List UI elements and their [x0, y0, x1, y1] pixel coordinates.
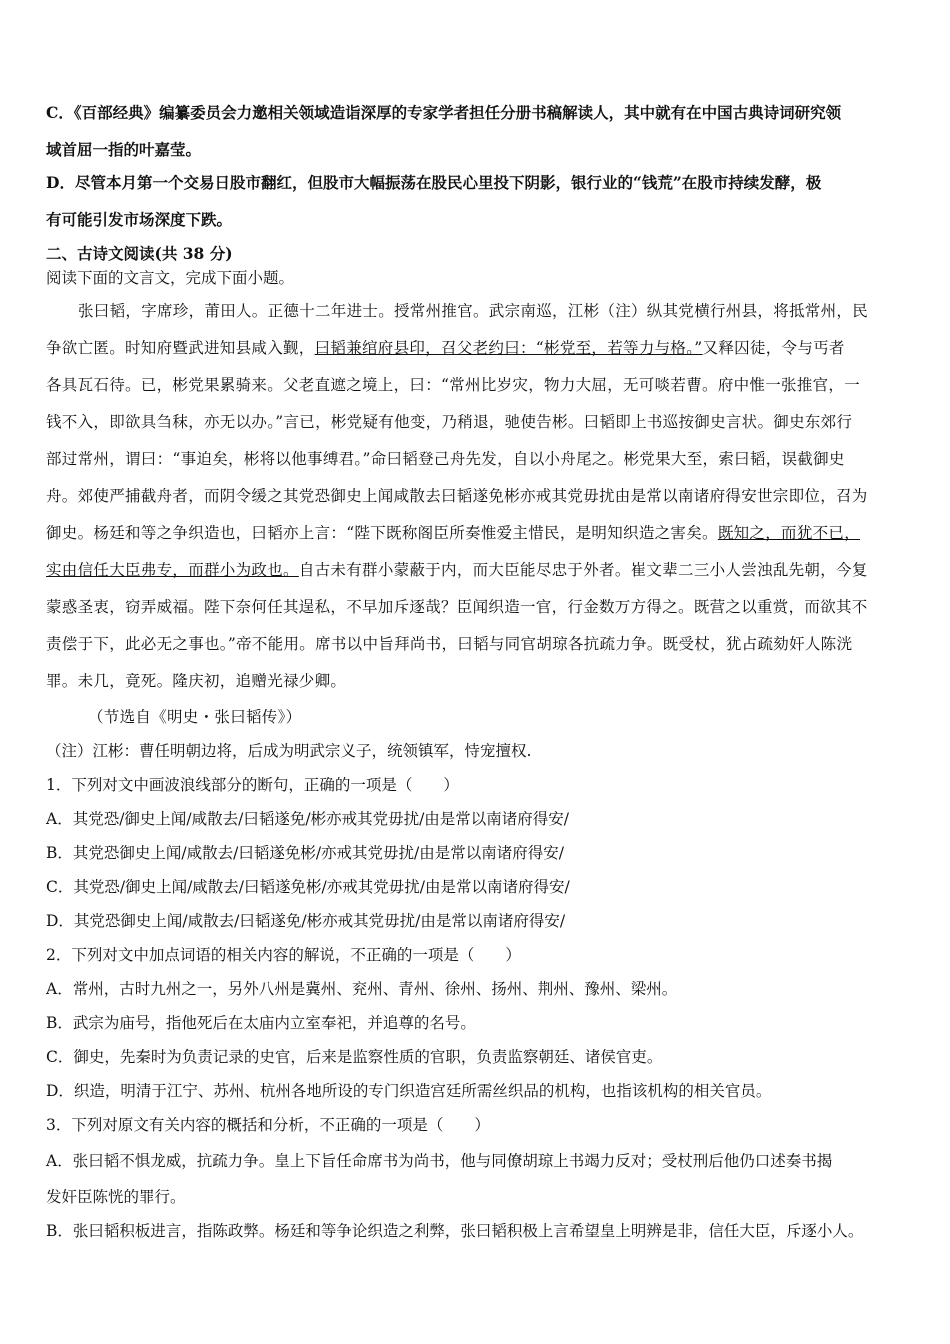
passage-underlined-sentence-2a: 既知之，而犹不已，	[717, 524, 861, 542]
question-1-option-b: B．其党恐御史上闻/咸散去/曰韬遂免彬/亦戒其党毋扰/由是常以南诸府得安/	[46, 844, 565, 862]
passage-line-11: 罪。未几，竟死。隆庆初，追赠光禄少卿。	[46, 672, 347, 690]
section-heading: 二、古诗文阅读(共 38 分)	[46, 244, 233, 263]
option-c-line-2: 域首屈一指的叶嘉莹。	[46, 140, 202, 159]
passage-line-6: 舟。郊使严捕截舟者，而阴令缓之其党恐御史上闻咸散去曰韬遂免彬亦戒其党毋扰由是常以南诸府得安世宗即位，召为	[46, 487, 868, 505]
question-2-stem: 2．下列对文中加点词语的相关内容的解说，不正确的一项是（ ）	[46, 946, 521, 964]
question-2-option-c: C．御史，先秦时为负责记录的史官，后来是监察性质的官职，负责监察朝廷、诸侯官吏。	[46, 1048, 663, 1066]
passage-line-7	[46, 522, 908, 544]
question-2-option-a: A．常州，古时九州之一，另外八州是冀州、兖州、青州、徐州、扬州、荆州、豫州、梁州。	[46, 980, 678, 998]
option-d-line-2: 有可能引发市场深度下跌。	[46, 210, 233, 229]
section-instruction: 阅读下面的文言文，完成下面小题。	[46, 269, 295, 287]
passage-line-2-end: 又释囚徒，令与丐者	[702, 339, 845, 357]
question-2-option-d: D．织造，明清于江宁、苏州、杭州各地所设的专门织造宫廷所需丝织品的机构，也指该机构的相关官员。	[46, 1082, 772, 1100]
passage-underlined-sentence-1: 曰韬兼绾府县印，召父老约曰：“彬党至，若等力与格。”	[314, 339, 703, 357]
passage-line-1: 张曰韬，字席珍，莆田人。正德十二年进士。授常州推官。武宗南巡，江彬（注）纵其党横行州县，将抵常州，民	[78, 302, 869, 320]
question-1-option-d: D．其党恐御史上闻/咸散去/曰韬遂免/彬亦戒其党毋扰/由是常以南诸府得安/	[46, 912, 566, 930]
passage-line-8	[46, 559, 908, 581]
question-3-option-b: B．张曰韬积板进言，指陈政弊。杨廷和等争论织造之利弊，张曰韬积极上言希望皇上明辨是非，信任大臣，斥逐小人。	[46, 1222, 864, 1240]
note: （注）江彬：曹任明朝边将，后成为明武宗义子，统领镇军，恃宠擅权.	[46, 742, 532, 760]
passage-underlined-sentence-2b: 实由信任大臣弗专，而群小为政也。	[46, 561, 299, 579]
question-2-option-b: B．武宗为庙号，指他死后在太庙内立室奉祀，并追尊的名号。	[46, 1014, 476, 1032]
question-1-option-a: A．其党恐/御史上闻/咸散去/曰韬遂免/彬亦戒其党毋扰/由是常以南诸府得安/	[46, 810, 570, 828]
passage-line-2-start: 争欲亡匿。时知府暨武进知县咸入觐，	[46, 339, 315, 357]
question-3-option-a-line-1: A．张曰韬不惧龙威，抗疏力争。皇上下旨任命席书为尚书，他与同僚胡琼上书竭力反对；受杖刑后他仍口述奏书揭	[46, 1152, 833, 1170]
option-c-line-1: C．《百部经典》编纂委员会力邀相关领域造诣深厚的专家学者担任分册书稿解读人，其中就有在中国古典诗词研究领	[46, 103, 842, 122]
passage-line-8-end: 自古未有群小蒙蔽于内，而大臣能尽忠于外者。崔文辈二三小人尝浊乱先朝，今复	[298, 561, 868, 579]
passage-line-4: 钱不入，即欲具刍秣，亦无以办。”言已，彬党疑有他变，乃稍退，驰使告彬。曰韬即上书巡按御史言状。御史东郊行	[46, 413, 853, 431]
passage-line-2	[46, 337, 908, 359]
passage-line-7-start: 御史。杨廷和等之争织造也，曰韬亦上言：“陛下既称阁臣所奏惟爱主惜民，是明知织造之害矣。	[46, 524, 718, 542]
passage-line-3: 各具瓦石待。已，彬党果累骑来。父老直遮之境上，曰：“常州比岁灾，物力大屈，无可啖若曹。府中惟一张推官，一	[46, 376, 861, 394]
question-3-option-a-line-2: 发奸臣陈恍的罪行。	[46, 1188, 186, 1206]
question-1-stem: 1．下列对文中画波浪线部分的断句，正确的一项是（ ）	[46, 776, 459, 794]
passage-source: （节选自《明史・张曰韬传》）	[88, 708, 302, 726]
question-1-option-c: C．其党恐/御史上闻/咸散去/曰韬遂免彬/亦戒其党毋扰/由是常以南诸府得安/	[46, 878, 570, 896]
question-3-stem: 3．下列对原文有关内容的概括和分析，不正确的一项是（ ）	[46, 1116, 490, 1134]
passage-line-5: 部过常州，谓曰：“事迫矣，彬将以他事缚君。”命曰韬登己舟先发，自以小舟尾之。彬党果大至，索曰韬，误截御史	[46, 450, 845, 468]
passage-line-10: 责偿于下，此必无之事也。”帝不能用。席书以中旨拜尚书，曰韬与同官胡琼各抗疏力争。既受杖，犹占疏劾奸人陈洸	[46, 635, 853, 653]
option-d-line-1: D．尽管本月第一个交易日股市翻红，但股市大幅振荡在股民心里投下阴影，银行业的“钱荒”在股市持续发酵，极	[46, 173, 822, 192]
passage-line-9: 蒙惑圣衷，窃弄威福。陛下奈何任其逞私，不早加斥逐哉？臣闻织造一官，行金数万方得之。既营之以重赏，而欲其不	[46, 598, 868, 616]
